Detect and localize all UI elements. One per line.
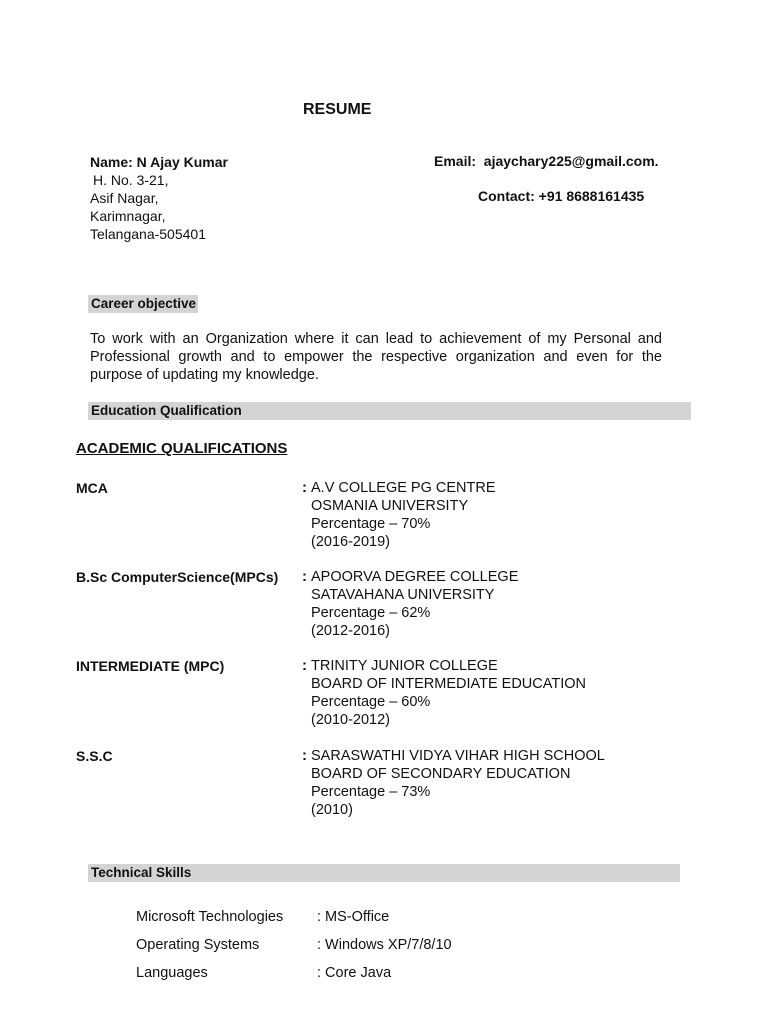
qualification-label: B.Sc ComputerScience(MPCs) — [76, 569, 279, 585]
percentage: Percentage – 62% — [311, 605, 431, 621]
board: OSMANIA UNIVERSITY — [311, 498, 469, 514]
qualification-label: MCA — [76, 480, 108, 496]
qualification-colon: : — [302, 479, 307, 496]
skill-key: Microsoft Technologies — [136, 909, 284, 925]
address-line: Karimnagar, — [90, 208, 166, 224]
career-objective-heading: Career objective — [88, 295, 198, 313]
years: (2010) — [311, 802, 353, 818]
percentage: Percentage – 70% — [311, 516, 431, 532]
email-row — [434, 153, 659, 169]
qualification-label: S.S.C — [76, 748, 113, 764]
board: BOARD OF SECONDARY EDUCATION — [311, 766, 571, 782]
contact-label: Contact — [478, 188, 531, 204]
contact-row — [478, 188, 644, 204]
skill-value: : MS-Office — [317, 909, 390, 925]
address-line: H. No. 3-21, — [93, 172, 169, 188]
percentage: Percentage – 60% — [311, 694, 431, 710]
contact-value: : +91 8688161435 — [530, 188, 645, 204]
years: (2010-2012) — [311, 712, 390, 728]
board: SATAVAHANA UNIVERSITY — [311, 587, 495, 603]
institution: APOORVA DEGREE COLLEGE — [311, 569, 519, 585]
qualification-details — [311, 747, 605, 819]
skill-key: Languages — [136, 965, 208, 981]
institution: SARASWATHI VIDYA VIHAR HIGH SCHOOL — [311, 748, 605, 764]
qualification-details — [311, 657, 586, 729]
skill-value: : Core Java — [317, 965, 392, 981]
qualification-details — [311, 568, 518, 640]
institution: A.V COLLEGE PG CENTRE — [311, 480, 496, 496]
academic-qualifications-heading: ACADEMIC QUALIFICATIONS — [76, 440, 288, 457]
qualification-colon: : — [302, 747, 307, 764]
years: (2012-2016) — [311, 623, 390, 639]
qualification-colon: : — [302, 568, 307, 585]
address-line: Telangana-505401 — [90, 226, 206, 242]
address-line: Asif Nagar, — [90, 190, 159, 206]
email-label: Email: — [434, 153, 477, 169]
resume-title: RESUME — [303, 101, 372, 118]
technical-skills-heading: Technical Skills — [88, 864, 680, 882]
skill-value: : Windows XP/7/8/10 — [317, 937, 452, 953]
percentage: Percentage – 73% — [311, 784, 431, 800]
education-heading: Education Qualification — [88, 402, 691, 420]
institution: TRINITY JUNIOR COLLEGE — [311, 658, 498, 674]
qualification-label: INTERMEDIATE (MPC) — [76, 658, 225, 674]
email-value: ajaychary225@gmail.com. — [483, 153, 659, 169]
board: BOARD OF INTERMEDIATE EDUCATION — [311, 676, 586, 692]
qualification-details — [311, 479, 496, 551]
applicant-name: Name: N Ajay Kumar — [90, 154, 228, 170]
years: (2016-2019) — [311, 534, 390, 550]
career-objective-text: To work with an Organization where it can lead to achievement of my Personal and Professional growth and to empower the respective organization and even for the purpose of updating my knowledge. — [90, 331, 662, 383]
skill-key: Operating Systems — [136, 937, 260, 953]
qualification-colon: : — [302, 657, 307, 674]
